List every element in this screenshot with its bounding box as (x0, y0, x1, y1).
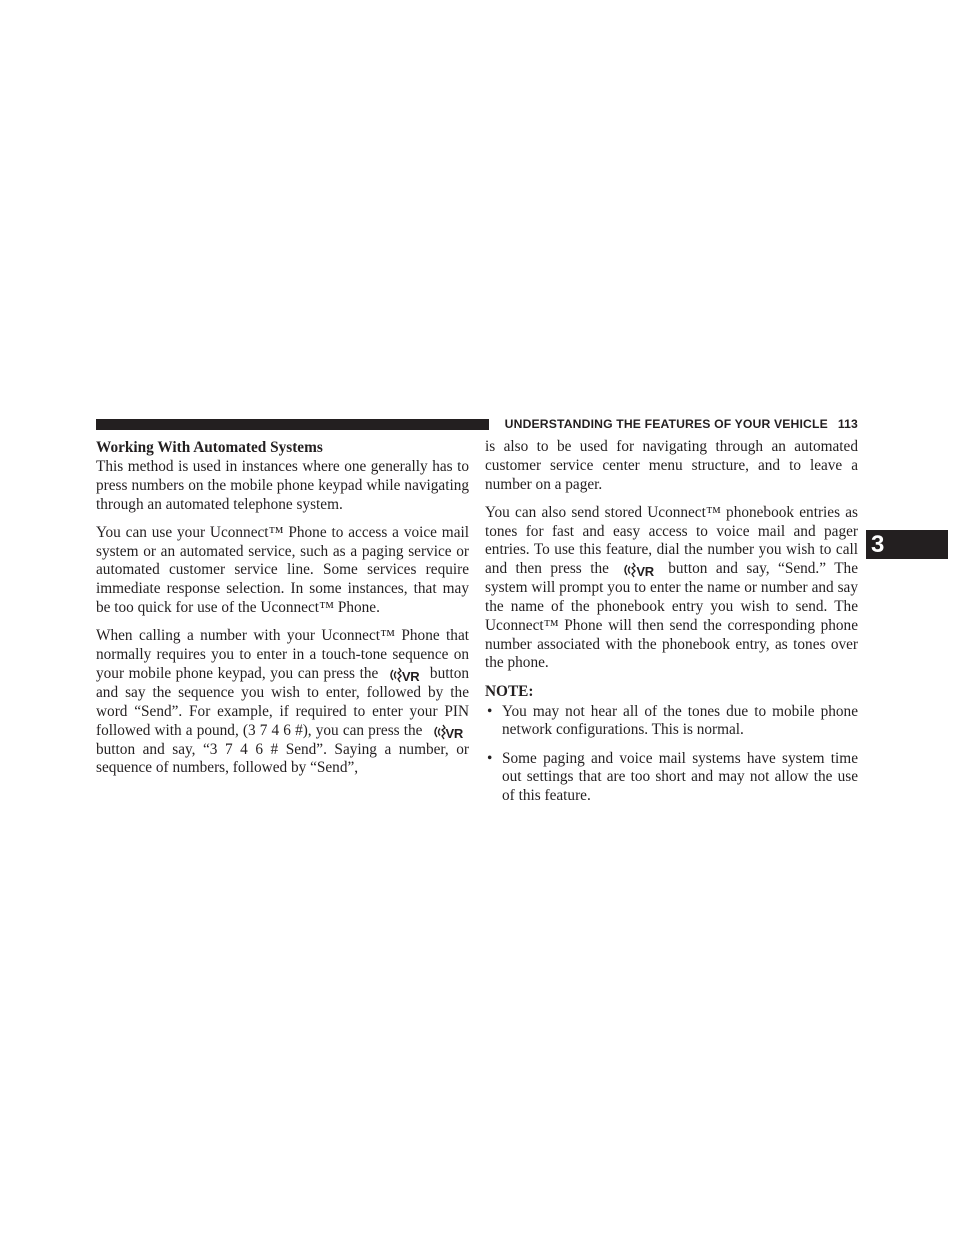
voice-waves-icon (623, 562, 636, 578)
header-rule (96, 419, 489, 430)
bullet-icon: • (487, 749, 493, 767)
page-number: 113 (837, 417, 858, 431)
running-title: UNDERSTANDING THE FEATURES OF YOUR VEHICLE (504, 417, 828, 431)
bullet-icon: • (487, 702, 493, 720)
section-title: Working With Automated Systems (96, 439, 323, 456)
voice-recognition-icon: VR (623, 562, 653, 579)
list-item: • Some paging and voice mail systems have system time out settings that are too short and may not allow the use of this feature. (487, 749, 858, 805)
voice-waves-icon (433, 724, 446, 740)
paragraph: This method is used in instances where one generally has to press numbers on the mobile phone keypad while navigating through an automated telephone system. (96, 458, 469, 513)
list-item: • You may not hear all of the tones due to mobile phone network configurations. This is normal. (487, 702, 858, 739)
paragraph: You can use your Uconnect™ Phone to access a voice mail system or an automated service, such as a paging service or automated customer service line. Some services require immediate response selection. In some instances, that may be too quick for use of the Uconnect™ Phone. (96, 523, 469, 617)
left-column (96, 438, 469, 788)
voice-waves-icon (389, 667, 402, 683)
paragraph: When calling a number with your Uconnect™ Phone that normally requires you to enter in a touch-tone sequence on your mobile phone keypad, you can press the VR button and say the sequence you wish to enter, followed by the word “Send”. For example, if required to enter your PIN followed with a pound, (3 7 4 6 #), you can press the VR button and say, “3 7 4 6 # Send”. Saying a number, or sequence of numbers, followed by “Send”, (96, 627, 470, 777)
running-header (498, 417, 858, 432)
note-label: NOTE: (485, 682, 534, 700)
paragraph: You can also send stored Uconnect™ phonebook entries as tones for fast and easy access to voice mail and pager entries. To use this feature, dial the number you wish to call and then press the VR button and say, “Send.” The system will prompt you to enter the name or number and say the name of the phonebook entry you wish to send. The Uconnect™ Phone will then send the corresponding phone number associated with the phonebook entry, as tones over the phone. (485, 503, 858, 672)
voice-recognition-icon: VR (433, 724, 463, 741)
right-column (485, 438, 858, 816)
paragraph: is also to be used for navigating through an automated customer service center menu structure, and to leave a number on a pager. (485, 438, 858, 493)
voice-recognition-icon: VR (389, 667, 419, 684)
chapter-tab: 3 (866, 530, 948, 559)
note-list (485, 703, 858, 806)
